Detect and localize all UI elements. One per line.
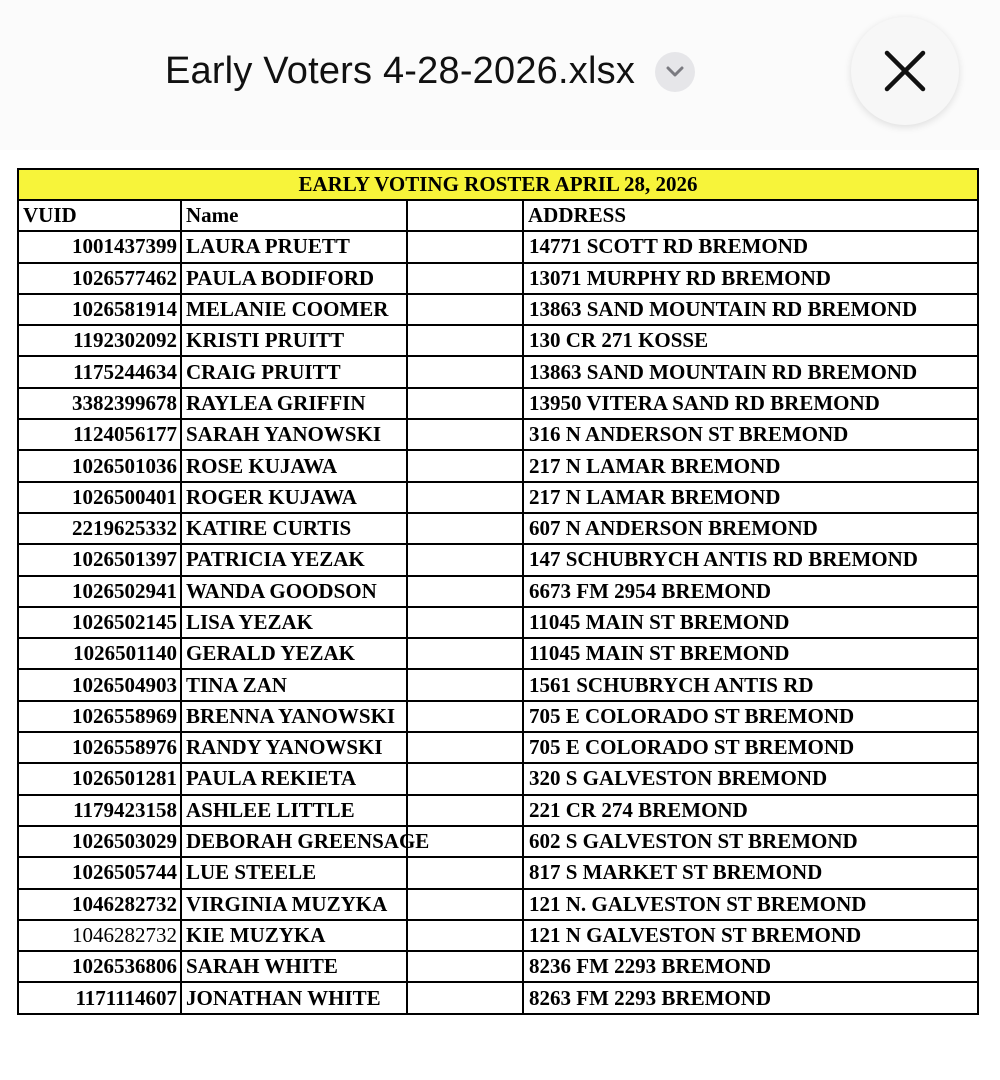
name-cell: MELANIE COOMER [181, 294, 407, 325]
blank-cell [407, 263, 523, 294]
table-row [18, 294, 978, 325]
vuid-cell: 2219625332 [18, 513, 181, 544]
blank-cell [407, 763, 523, 794]
address-cell: 705 E COLORADO ST BREMOND [523, 701, 978, 732]
chevron-down-icon[interactable] [655, 52, 695, 92]
blank-cell [407, 482, 523, 513]
address-cell: 8236 FM 2293 BREMOND [523, 951, 978, 982]
blank-cell [407, 920, 523, 951]
blank-cell [407, 701, 523, 732]
name-cell: ROGER KUJAWA [181, 482, 407, 513]
address-cell: 121 N GALVESTON ST BREMOND [523, 920, 978, 951]
blank-cell [407, 607, 523, 638]
name-cell: KATIRE CURTIS [181, 513, 407, 544]
vuid-cell: 1026502145 [18, 607, 181, 638]
name-cell: SARAH YANOWSKI [181, 419, 407, 450]
roster-banner-row [18, 169, 978, 200]
address-cell: 147 SCHUBRYCH ANTIS RD BREMOND [523, 544, 978, 575]
address-cell: 13950 VITERA SAND RD BREMOND [523, 388, 978, 419]
address-cell: 221 CR 274 BREMOND [523, 795, 978, 826]
blank-cell [407, 732, 523, 763]
address-cell: 705 E COLORADO ST BREMOND [523, 732, 978, 763]
address-cell: 8263 FM 2293 BREMOND [523, 982, 978, 1013]
blank-cell [407, 513, 523, 544]
address-cell: 1561 SCHUBRYCH ANTIS RD [523, 669, 978, 700]
vuid-cell: 1171114607 [18, 982, 181, 1013]
address-cell: 11045 MAIN ST BREMOND [523, 607, 978, 638]
file-title-group[interactable] [0, 50, 860, 93]
roster-banner: EARLY VOTING ROSTER APRIL 28, 2026 [18, 169, 978, 200]
address-cell: 320 S GALVESTON BREMOND [523, 763, 978, 794]
blank-cell [407, 419, 523, 450]
address-cell: 11045 MAIN ST BREMOND [523, 638, 978, 669]
table-row [18, 701, 978, 732]
address-cell: 817 S MARKET ST BREMOND [523, 857, 978, 888]
blank-cell [407, 356, 523, 387]
table-row [18, 607, 978, 638]
table-row [18, 231, 978, 262]
vuid-cell: 1026581914 [18, 294, 181, 325]
name-cell: DEBORAH GREENSAGE [181, 826, 407, 857]
blank-cell [407, 889, 523, 920]
name-cell: JONATHAN WHITE [181, 982, 407, 1013]
vuid-cell: 1192302092 [18, 325, 181, 356]
name-cell: LAURA PRUETT [181, 231, 407, 262]
blank-cell [407, 325, 523, 356]
header-blank [407, 200, 523, 231]
vuid-cell: 1179423158 [18, 795, 181, 826]
vuid-cell: 1026558969 [18, 701, 181, 732]
name-cell: PAULA REKIETA [181, 763, 407, 794]
address-cell: 217 N LAMAR BREMOND [523, 450, 978, 481]
vuid-cell: 1026501036 [18, 450, 181, 481]
close-icon [883, 49, 927, 93]
vuid-cell: 1026502941 [18, 576, 181, 607]
table-row [18, 325, 978, 356]
address-cell: 130 CR 271 KOSSE [523, 325, 978, 356]
name-cell: TINA ZAN [181, 669, 407, 700]
blank-cell [407, 231, 523, 262]
table-row [18, 513, 978, 544]
vuid-cell: 1026577462 [18, 263, 181, 294]
blank-cell [407, 982, 523, 1013]
vuid-cell: 1124056177 [18, 419, 181, 450]
spreadsheet-view[interactable] [17, 168, 977, 1015]
blank-cell [407, 544, 523, 575]
table-row [18, 857, 978, 888]
address-cell: 217 N LAMAR BREMOND [523, 482, 978, 513]
table-row [18, 795, 978, 826]
address-cell: 121 N. GALVESTON ST BREMOND [523, 889, 978, 920]
table-row [18, 263, 978, 294]
table-row [18, 450, 978, 481]
name-cell: PATRICIA YEZAK [181, 544, 407, 575]
table-row [18, 982, 978, 1013]
header-name: Name [181, 200, 407, 231]
name-cell: BRENNA YANOWSKI [181, 701, 407, 732]
table-row [18, 576, 978, 607]
table-row [18, 482, 978, 513]
vuid-cell: 1026501140 [18, 638, 181, 669]
address-cell: 316 N ANDERSON ST BREMOND [523, 419, 978, 450]
address-cell: 13863 SAND MOUNTAIN RD BREMOND [523, 356, 978, 387]
name-cell: LISA YEZAK [181, 607, 407, 638]
blank-cell [407, 638, 523, 669]
name-cell: GERALD YEZAK [181, 638, 407, 669]
vuid-cell: 3382399678 [18, 388, 181, 419]
header-address: ADDRESS [523, 200, 978, 231]
address-cell: 607 N ANDERSON BREMOND [523, 513, 978, 544]
name-cell: RAYLEA GRIFFIN [181, 388, 407, 419]
blank-cell [407, 669, 523, 700]
blank-cell [407, 294, 523, 325]
blank-cell [407, 795, 523, 826]
close-button[interactable] [851, 17, 959, 125]
name-cell: RANDY YANOWSKI [181, 732, 407, 763]
blank-cell [407, 576, 523, 607]
file-name: Early Voters 4-28-2026.xlsx [164, 50, 636, 92]
vuid-cell: 1026500401 [18, 482, 181, 513]
blank-cell [407, 388, 523, 419]
address-cell: 13071 MURPHY RD BREMOND [523, 263, 978, 294]
table-row [18, 638, 978, 669]
name-cell: ASHLEE LITTLE [181, 795, 407, 826]
table-row [18, 763, 978, 794]
blank-cell [407, 857, 523, 888]
vuid-cell: 1175244634 [18, 356, 181, 387]
header-vuid: VUID [18, 200, 181, 231]
address-cell: 602 S GALVESTON ST BREMOND [523, 826, 978, 857]
vuid-cell: 1046282732 [18, 889, 181, 920]
vuid-cell: 1026501281 [18, 763, 181, 794]
address-cell: 6673 FM 2954 BREMOND [523, 576, 978, 607]
vuid-cell: 1001437399 [18, 231, 181, 262]
blank-cell [407, 951, 523, 982]
table-row [18, 544, 978, 575]
name-cell: SARAH WHITE [181, 951, 407, 982]
vuid-cell: 1026536806 [18, 951, 181, 982]
table-row [18, 669, 978, 700]
header-row [18, 200, 978, 231]
vuid-cell: 1026504903 [18, 669, 181, 700]
name-cell: PAULA BODIFORD [181, 263, 407, 294]
vuid-cell: 1026501397 [18, 544, 181, 575]
name-cell: CRAIG PRUITT [181, 356, 407, 387]
preview-header [0, 0, 1000, 150]
name-cell: KRISTI PRUITT [181, 325, 407, 356]
name-cell: LUE STEELE [181, 857, 407, 888]
vuid-cell: 1026503029 [18, 826, 181, 857]
table-row [18, 826, 978, 857]
address-cell: 14771 SCOTT RD BREMOND [523, 231, 978, 262]
table-row [18, 951, 978, 982]
name-cell: VIRGINIA MUZYKA [181, 889, 407, 920]
roster-table [17, 168, 979, 1015]
vuid-cell: 1046282732 [18, 920, 181, 951]
table-row [18, 920, 978, 951]
table-row [18, 356, 978, 387]
address-cell: 13863 SAND MOUNTAIN RD BREMOND [523, 294, 978, 325]
table-row [18, 732, 978, 763]
vuid-cell: 1026505744 [18, 857, 181, 888]
table-row [18, 889, 978, 920]
blank-cell [407, 450, 523, 481]
table-row [18, 388, 978, 419]
name-cell: WANDA GOODSON [181, 576, 407, 607]
name-cell: ROSE KUJAWA [181, 450, 407, 481]
vuid-cell: 1026558976 [18, 732, 181, 763]
name-cell: KIE MUZYKA [181, 920, 407, 951]
table-row [18, 419, 978, 450]
